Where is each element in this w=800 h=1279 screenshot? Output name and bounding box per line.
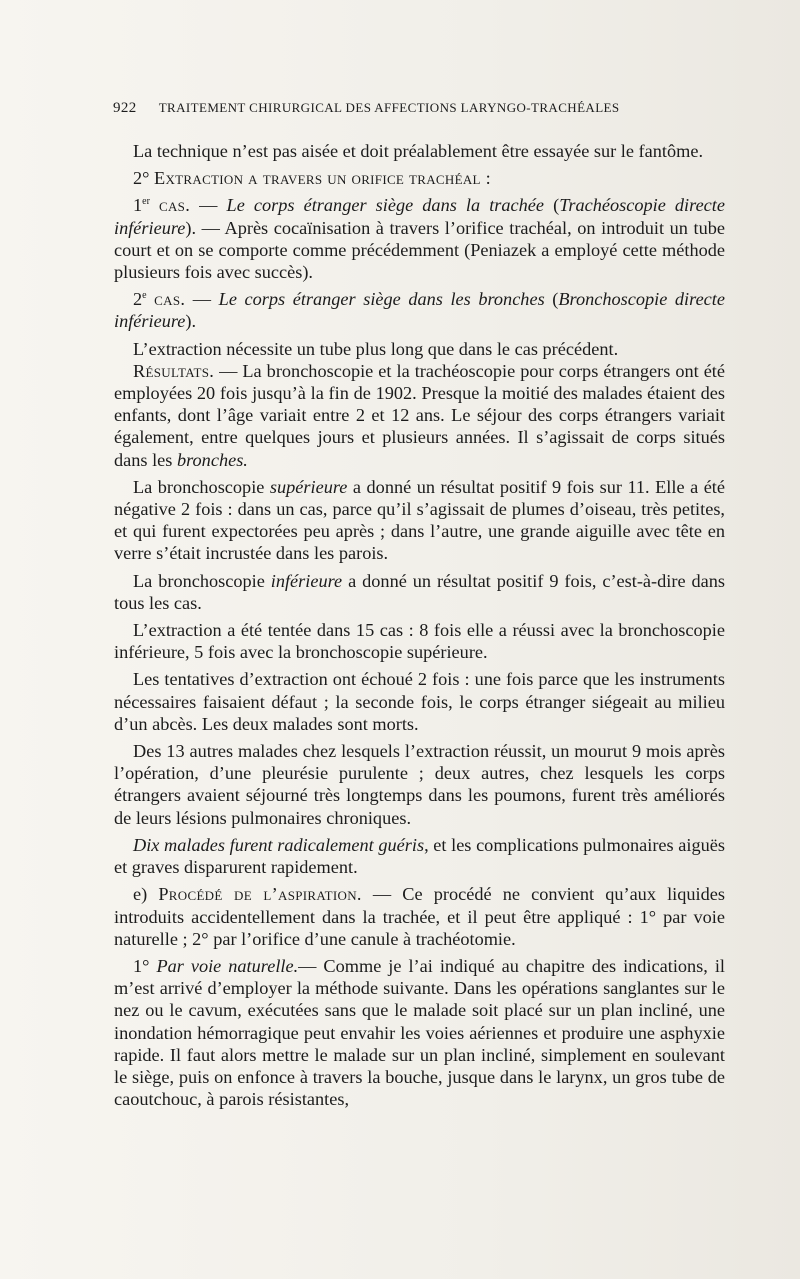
paragraph-resultats: Résultats. — La bronchoscopie et la trachéoscopie pour corps étrangers ont été employées 20 fois jusqu’à la fin de 1902. Presque la moitié des malades étaient des enfants, dont l’âge variait entre 2 et 12 ans. Le séjour des corps étrangers variait également, entre quelques jours et plusieurs années. Il s’agissait de corps situés dans les bronches. (114, 360, 725, 470)
paragraph-extraction-tube: L’extraction nécessite un tube plus long que dans le cas précédent. (133, 338, 619, 359)
paragraph-aspiration: e) Procédé de l’aspiration. — Ce procédé ne convient qu’aux liquides introduits accidentellement dans la trachée, et il peut être appliqué : 1° par voie naturelle ; 2° par l’orifice d’une canule à trachéotomie. (114, 884, 725, 949)
paragraph-dix-malades: Dix malades furent radicalement guéris, et les complications pulmonaires aiguës et graves disparurent rapidement. (114, 834, 725, 878)
running-title: TRAITEMENT CHIRURGICAL DES AFFECTIONS LARYNGO-TRACHÉALES (158, 100, 620, 115)
page-number: 922 (113, 100, 137, 116)
paragraph-case-2: 2e cas. — Le corps étranger siège dans les bronches (Bronchoscopie directe inférieure). (114, 289, 725, 332)
page-body (114, 140, 725, 1110)
paragraph-technique: La technique n’est pas aisée et doit préalablement être essayée sur le fantôme. (133, 141, 704, 161)
paragraph-tentatives: Les tentatives d’extraction ont échoué 2 fois : une fois parce que les instruments nécessaires faisaient défaut ; la seconde fois, le corps étranger siégeait au milieu d’un abcès. Les deux malades sont morts. (114, 669, 725, 734)
paragraph-case-1: 1er cas. — Le corps étranger siège dans la trachée (Trachéoscopie directe inférieure). — Après cocaïnisation à travers l’orifice trachéal, on introduit un tube court et on se comporte comme précédemment (Peniazek a employé cette méthode plusieurs fois avec succès). (114, 195, 725, 283)
paragraph-inferieure: La bronchoscopie inférieure a donné un résultat positif 9 fois, c’est-à-dire dans tous les cas. (114, 570, 725, 613)
paragraph-extraction-15-cas: L’extraction a été tentée dans 15 cas : 8 fois elle a réussi avec la bronchoscopie inférieure, 5 fois avec la bronchoscopie supérieure. (114, 620, 725, 663)
section-heading-tracheal: 2° Extraction a travers un orifice trachéal : (133, 168, 492, 189)
paragraph-13-malades: Des 13 autres malades chez lesquels l’extraction réussit, un mourut 9 mois après l’opération, d’une pleurésie purulente ; deux autres, chez lesquels les corps étrangers avaient séjourné très longtemps dans les poumons, furent très améliorés de leurs lésions pulmonaires chroniques. (114, 741, 725, 828)
running-header (113, 100, 673, 117)
paragraph-voie-naturelle: 1° Par voie naturelle.— Comme je l’ai indiqué au chapitre des indications, il m’est arrivé d’employer la méthode suivante. Dans les opérations sanglantes sur le nez ou le cavum, exécutées sans que le malade soit placé sur un plan incliné, une inondation hémorragique peut envahir les voies aériennes et produire une asphyxie rapide. Il faut alors mettre le malade sur un plan incliné, simplement en soulevant le siège, puis on enfonce à travers la bouche, jusque dans le larynx, un gros tube de caoutchouc, à parois résistantes, (114, 955, 725, 1110)
paragraph-superieure: La bronchoscopie supérieure a donné un résultat positif 9 fois sur 11. Elle a été négative 2 fois : dans un cas, parce qu’il s’agissait de plumes d’oiseau, très petites, et qui furent expectorées peu après ; dans l’autre, une grande aiguille avec tête en verre s’était incrustée dans les parois. (114, 476, 726, 564)
